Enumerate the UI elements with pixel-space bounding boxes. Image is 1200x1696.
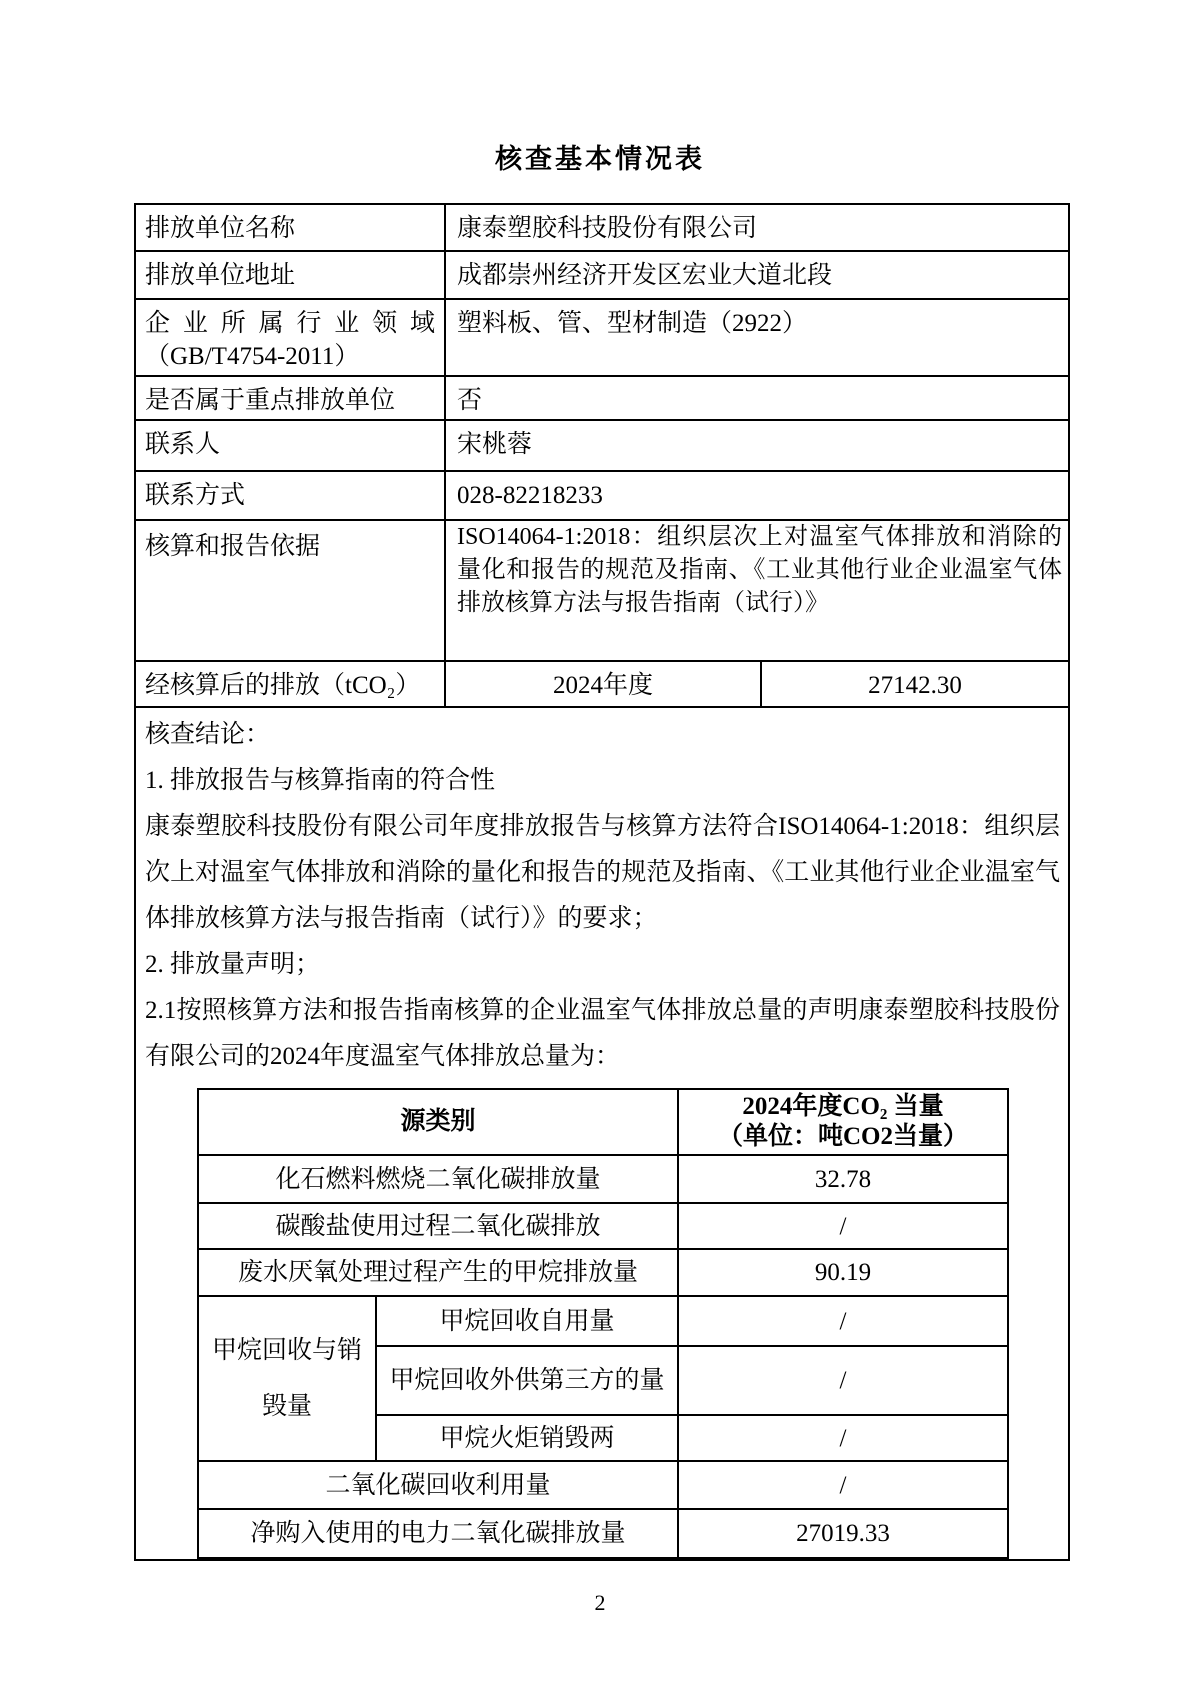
info-value: 康泰塑胶科技股份有限公司 [445,204,1069,251]
conclusion-item: 2. 排放量声明； [145,951,321,978]
emission-source: 净购入使用的电力二氧化碳排放量 [198,1509,678,1558]
info-value: 成都崇州经济开发区宏业大道北段 [445,251,1069,299]
info-label: 核算和报告依据 [135,520,445,661]
emission-value: 90.19 [678,1249,1008,1296]
emission-source: 甲烷火炬销毁两 [376,1415,678,1461]
table-row [135,299,1069,376]
info-value: ISO14064-1:2018：组织层次上对温室气体排放和消除的量化和报告的规范及指南、《工业其他行业企业温室气体排放核算方法与报告指南（试行）》 [445,520,1069,661]
info-label: 排放单位名称 [135,204,445,251]
table-row [135,471,1069,520]
info-label: 是否属于重点排放单位 [135,376,445,420]
emission-source: 碳酸盐使用过程二氧化碳排放 [198,1203,678,1249]
emission-source: 废水厌氧处理过程产生的甲烷排放量 [198,1249,678,1296]
emissions-header-value-line2: （单位：吨CO2当量） [718,1123,969,1150]
emission-source: 二氧化碳回收利用量 [198,1461,678,1509]
emission-source: 化石燃料燃烧二氧化碳排放量 [198,1155,678,1203]
emissions-table [197,1088,1009,1559]
conclusion-paragraph: 康泰塑胶科技股份有限公司年度排放报告与核算方法符合ISO14064-1:2018：组织层次上对温室气体排放和消除的量化和报告的规范及指南、《工业其他行业企业温室气体排放核算方法与报告指南（试行）》的要求； [145,813,1061,932]
info-label-line2: （GB/T4754-2011） [145,343,360,370]
table-row [198,1296,1008,1346]
table-row [135,661,1069,707]
info-value: 塑料板、管、型材制造（2922） [445,299,1069,376]
conclusion-cell [135,707,1069,1560]
emission-total-value: 27142.30 [761,661,1069,707]
emissions-header-value-line1: 2024年度CO₂ 当量 [742,1093,944,1120]
info-value: 宋桃蓉 [445,420,1069,471]
emission-value: 27019.33 [678,1509,1008,1558]
table-row [198,1249,1008,1296]
table-row [135,520,1069,661]
info-label: 排放单位地址 [135,251,445,299]
table-row [135,420,1069,471]
table-row [198,1155,1008,1203]
table-row [135,376,1069,420]
emission-value: / [678,1461,1008,1509]
emission-value: / [678,1415,1008,1461]
table-row [198,1203,1008,1249]
table-row [135,707,1069,1560]
emission-value: / [678,1296,1008,1346]
conclusion-paragraph: 2.1按照核算方法和报告指南核算的企业温室气体排放总量的声明康泰塑胶科技股份有限公司的2024年度温室气体排放总量为： [145,997,1061,1070]
info-value: 否 [445,376,1069,420]
conclusion-heading: 核查结论： [145,721,271,748]
page-number: 2 [594,1590,606,1615]
info-label: 联系方式 [135,471,445,520]
emission-source: 甲烷回收自用量 [376,1296,678,1346]
table-row [135,251,1069,299]
emission-source-group: 甲烷回收与销毁量 [198,1296,376,1461]
emission-source: 甲烷回收外供第三方的量 [376,1346,678,1415]
emission-value: / [678,1203,1008,1249]
page-title: 核查基本情况表 [495,144,705,174]
emission-period: 2024年度 [445,661,761,707]
conclusion-item: 1. 排放报告与核算指南的符合性 [145,767,496,794]
table-row [198,1461,1008,1509]
emission-value: 32.78 [678,1155,1008,1203]
table-row [135,204,1069,251]
table-row [198,1089,1008,1155]
emission-value: / [678,1346,1008,1415]
info-label: 联系人 [135,420,445,471]
info-label [135,299,445,376]
emissions-header-value [678,1089,1008,1155]
info-value: 028-82218233 [445,471,1069,520]
info-label: 经核算后的排放（tCO₂） [135,661,445,707]
info-table [134,203,1070,1561]
info-label-line1: 企业所属行业领域 [145,310,435,337]
emissions-header-source: 源类别 [198,1089,678,1155]
table-row [198,1509,1008,1558]
